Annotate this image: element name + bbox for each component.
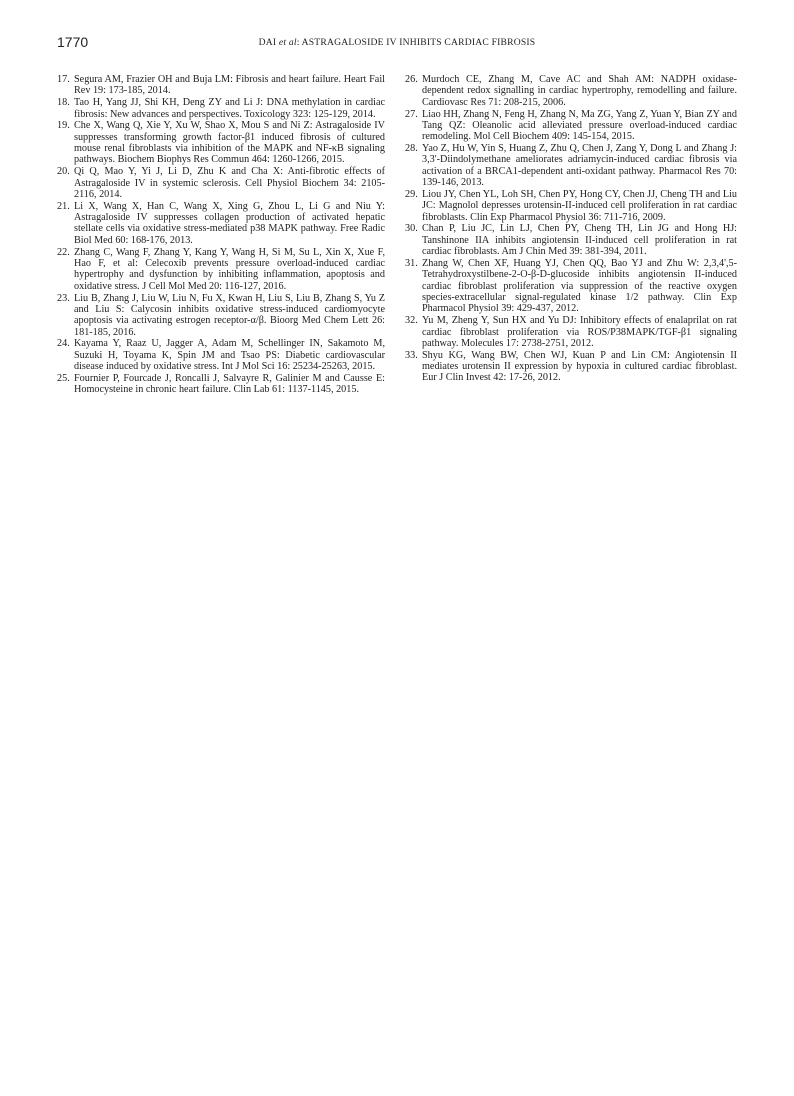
reference-item <box>57 201 385 246</box>
reference-text: Zhang C, Wang F, Zhang Y, Kang Y, Wang H, Si M, Su L, Xin X, Xue F, Hao F, et al: Celecoxib prevents pressure overload-induced cardiac hypertrophy and dysfunction by inhibiting inflammation, apoptosis and oxidative stress. J Cell Mol Med 20: 116-127, 2016. <box>74 246 385 292</box>
reference-item <box>57 97 385 120</box>
reference-item <box>405 350 737 384</box>
reference-number: 31. <box>405 258 418 269</box>
reference-item <box>57 166 385 200</box>
reference-text: Liu B, Zhang J, Liu W, Liu N, Fu X, Kwan H, Liu S, Liu B, Zhang S, Yu Z and Liu S: Calycosin inhibits oxidative stress-induced cardiomyocyte apoptosis via activating estrogen receptor-α/β. Bioorg Med Chem Lett 26: 181-185, 2016. <box>74 292 385 338</box>
running-head-authors: DAI <box>258 37 277 48</box>
reference-item <box>405 258 737 315</box>
reference-number: 25. <box>57 372 70 384</box>
reference-item <box>57 120 385 165</box>
running-head <box>57 37 737 48</box>
reference-item <box>405 315 737 349</box>
reference-text: Murdoch CE, Zhang M, Cave AC and Shah AM: NADPH oxidase-dependent redox signalling in cardiac hypertrophy, remodelling and failure. Cardiovasc Res 71: 208-215, 2006. <box>422 74 737 108</box>
reference-item <box>405 143 737 188</box>
reference-text: Chan P, Liu JC, Lin LJ, Chen PY, Cheng TH, Lin JG and Hong HJ: Tanshinone IIA inhibits angiotensin II-induced cell proliferation in rat cardiac fibroblasts. Am J Chin Med 39: 381-394, 2011. <box>422 223 737 258</box>
reference-item <box>57 74 385 97</box>
reference-number: 32. <box>405 315 418 327</box>
reference-text: Tao H, Yang JJ, Shi KH, Deng ZY and Li J: DNA methylation in cardiac fibrosis: New advances and perspectives. Toxicology 323: 125-129, 2014. <box>74 97 385 120</box>
reference-item <box>57 373 385 396</box>
running-head-title: : ASTRAGALOSIDE IV INHIBITS CARDIAC FIBROSIS <box>296 37 536 48</box>
reference-text: Yao Z, Hu W, Yin S, Huang Z, Zhu Q, Chen J, Zang Y, Dong L and Zhang J: 3,3'-Diindolymethane ameliorates adriamycin-induced cardiac fibrosis via activation of a BRCA1-dependent anti-oxidant pathway. Pharmacol Res 70: 139-146, 2013. <box>422 143 737 189</box>
reference-number: 33. <box>405 349 418 361</box>
reference-text: Qi Q, Mao Y, Yi J, Li D, Zhu K and Cha X: Anti-fibrotic effects of Astragaloside IV in systemic sclerosis. Cell Physiol Biochem 34: 2105-2116, 2014. <box>74 166 385 200</box>
reference-column-right <box>405 74 737 384</box>
reference-number: 18. <box>57 97 70 109</box>
reference-number: 27. <box>405 108 418 120</box>
reference-item <box>405 109 737 143</box>
reference-item <box>57 247 385 292</box>
reference-number: 23. <box>57 292 70 304</box>
reference-number: 30. <box>405 223 418 235</box>
reference-number: 24. <box>57 338 70 350</box>
reference-number: 17. <box>57 74 70 85</box>
reference-text: Segura AM, Frazier OH and Buja LM: Fibrosis and heart failure. Heart Fail Rev 19: 173-185, 2014. <box>74 74 385 97</box>
reference-number: 29. <box>405 188 418 200</box>
reference-text: Liou JY, Chen YL, Loh SH, Chen PY, Hong CY, Chen JJ, Cheng TH and Liu JC: Magnolol depresses urotensin-II-induced cell proliferation in rat cardiac fibroblasts. Clin Exp Pharmacol Physiol 36: 711-716, 2009. <box>422 188 737 223</box>
reference-number: 21. <box>57 200 70 212</box>
reference-number: 20. <box>57 166 70 178</box>
page-number: 1770 <box>57 34 89 50</box>
reference-text: Shyu KG, Wang BW, Chen WJ, Kuan P and Lin CM: Angiotensin II mediates urotensin II expression by hypoxia in cultured cardiac fibroblast. Eur J Clin Invest 42: 17-26, 2012. <box>422 349 737 384</box>
reference-text: Che X, Wang Q, Xie Y, Xu W, Shao X, Mou S and Ni Z: Astragaloside IV suppresses transforming growth factor-β1 induced fibrosis of cultured mouse renal fibroblasts via inhibition of the MAPK and NF-κB signaling pathways. Biochem Biophys Res Commun 464: 1260-1266, 2015. <box>74 120 385 166</box>
reference-text: Liao HH, Zhang N, Feng H, Zhang N, Ma ZG, Yang Z, Yuan Y, Bian ZY and Tang QZ: Oleanolic acid alleviated pressure overload-induced cardiac remodeling. Mol Cell Biochem 409: 145-154, 2015. <box>422 108 737 143</box>
reference-number: 19. <box>57 120 70 132</box>
running-head-etal: et al <box>278 37 297 48</box>
reference-item <box>405 74 737 108</box>
reference-number: 22. <box>57 246 70 258</box>
reference-text: Fournier P, Fourcade J, Roncalli J, Salvayre R, Galinier M and Causse E: Homocysteine in chronic heart failure. Clin Lab 61: 1137-1145, 2015. <box>74 372 385 396</box>
reference-text: Li X, Wang X, Han C, Wang X, Xing G, Zhou L, Li G and Niu Y: Astragaloside IV suppresses collagen production of activated hepatic stellate cells via oxidative stress-mediated p38 MAPK pathway. Free Radic Biol Med 60: 168-176, 2013. <box>74 200 385 246</box>
reference-text: Yu M, Zheng Y, Sun HX and Yu DJ: Inhibitory effects of enalaprilat on rat cardiac fibroblast proliferation via ROS/P38MAPK/TGF-β1 signaling pathway. Molecules 17: 2738-2751, 2012. <box>422 315 737 349</box>
reference-item <box>405 223 737 257</box>
page-header <box>57 34 737 52</box>
reference-text: Zhang W, Chen XF, Huang YJ, Chen QQ, Bao YJ and Zhu W: 2,3,4',5-Tetrahydroxystilbene-2-O-β-D-glucoside inhibits angiotensin II-induced cardiac fibroblast proliferation via suppression of the reactive oxygen species-extracellular signal-regulated kinase 1/2 pathway. Clin Exp Pharmacol Physiol 39: 429-437, 2012. <box>422 258 737 315</box>
reference-item <box>405 189 737 223</box>
reference-number: 26. <box>405 74 418 85</box>
reference-item <box>57 338 385 372</box>
reference-number: 28. <box>405 143 418 155</box>
reference-item <box>57 293 385 338</box>
reference-column-left <box>57 74 385 396</box>
reference-text: Kayama Y, Raaz U, Jagger A, Adam M, Schellinger IN, Sakamoto M, Suzuki H, Toyama K, Spin JM and Tsao PS: Diabetic cardiovascular disease induced by oxidative stress. Int J Mol Sci 16: 25234-25263, 2015. <box>74 338 385 373</box>
